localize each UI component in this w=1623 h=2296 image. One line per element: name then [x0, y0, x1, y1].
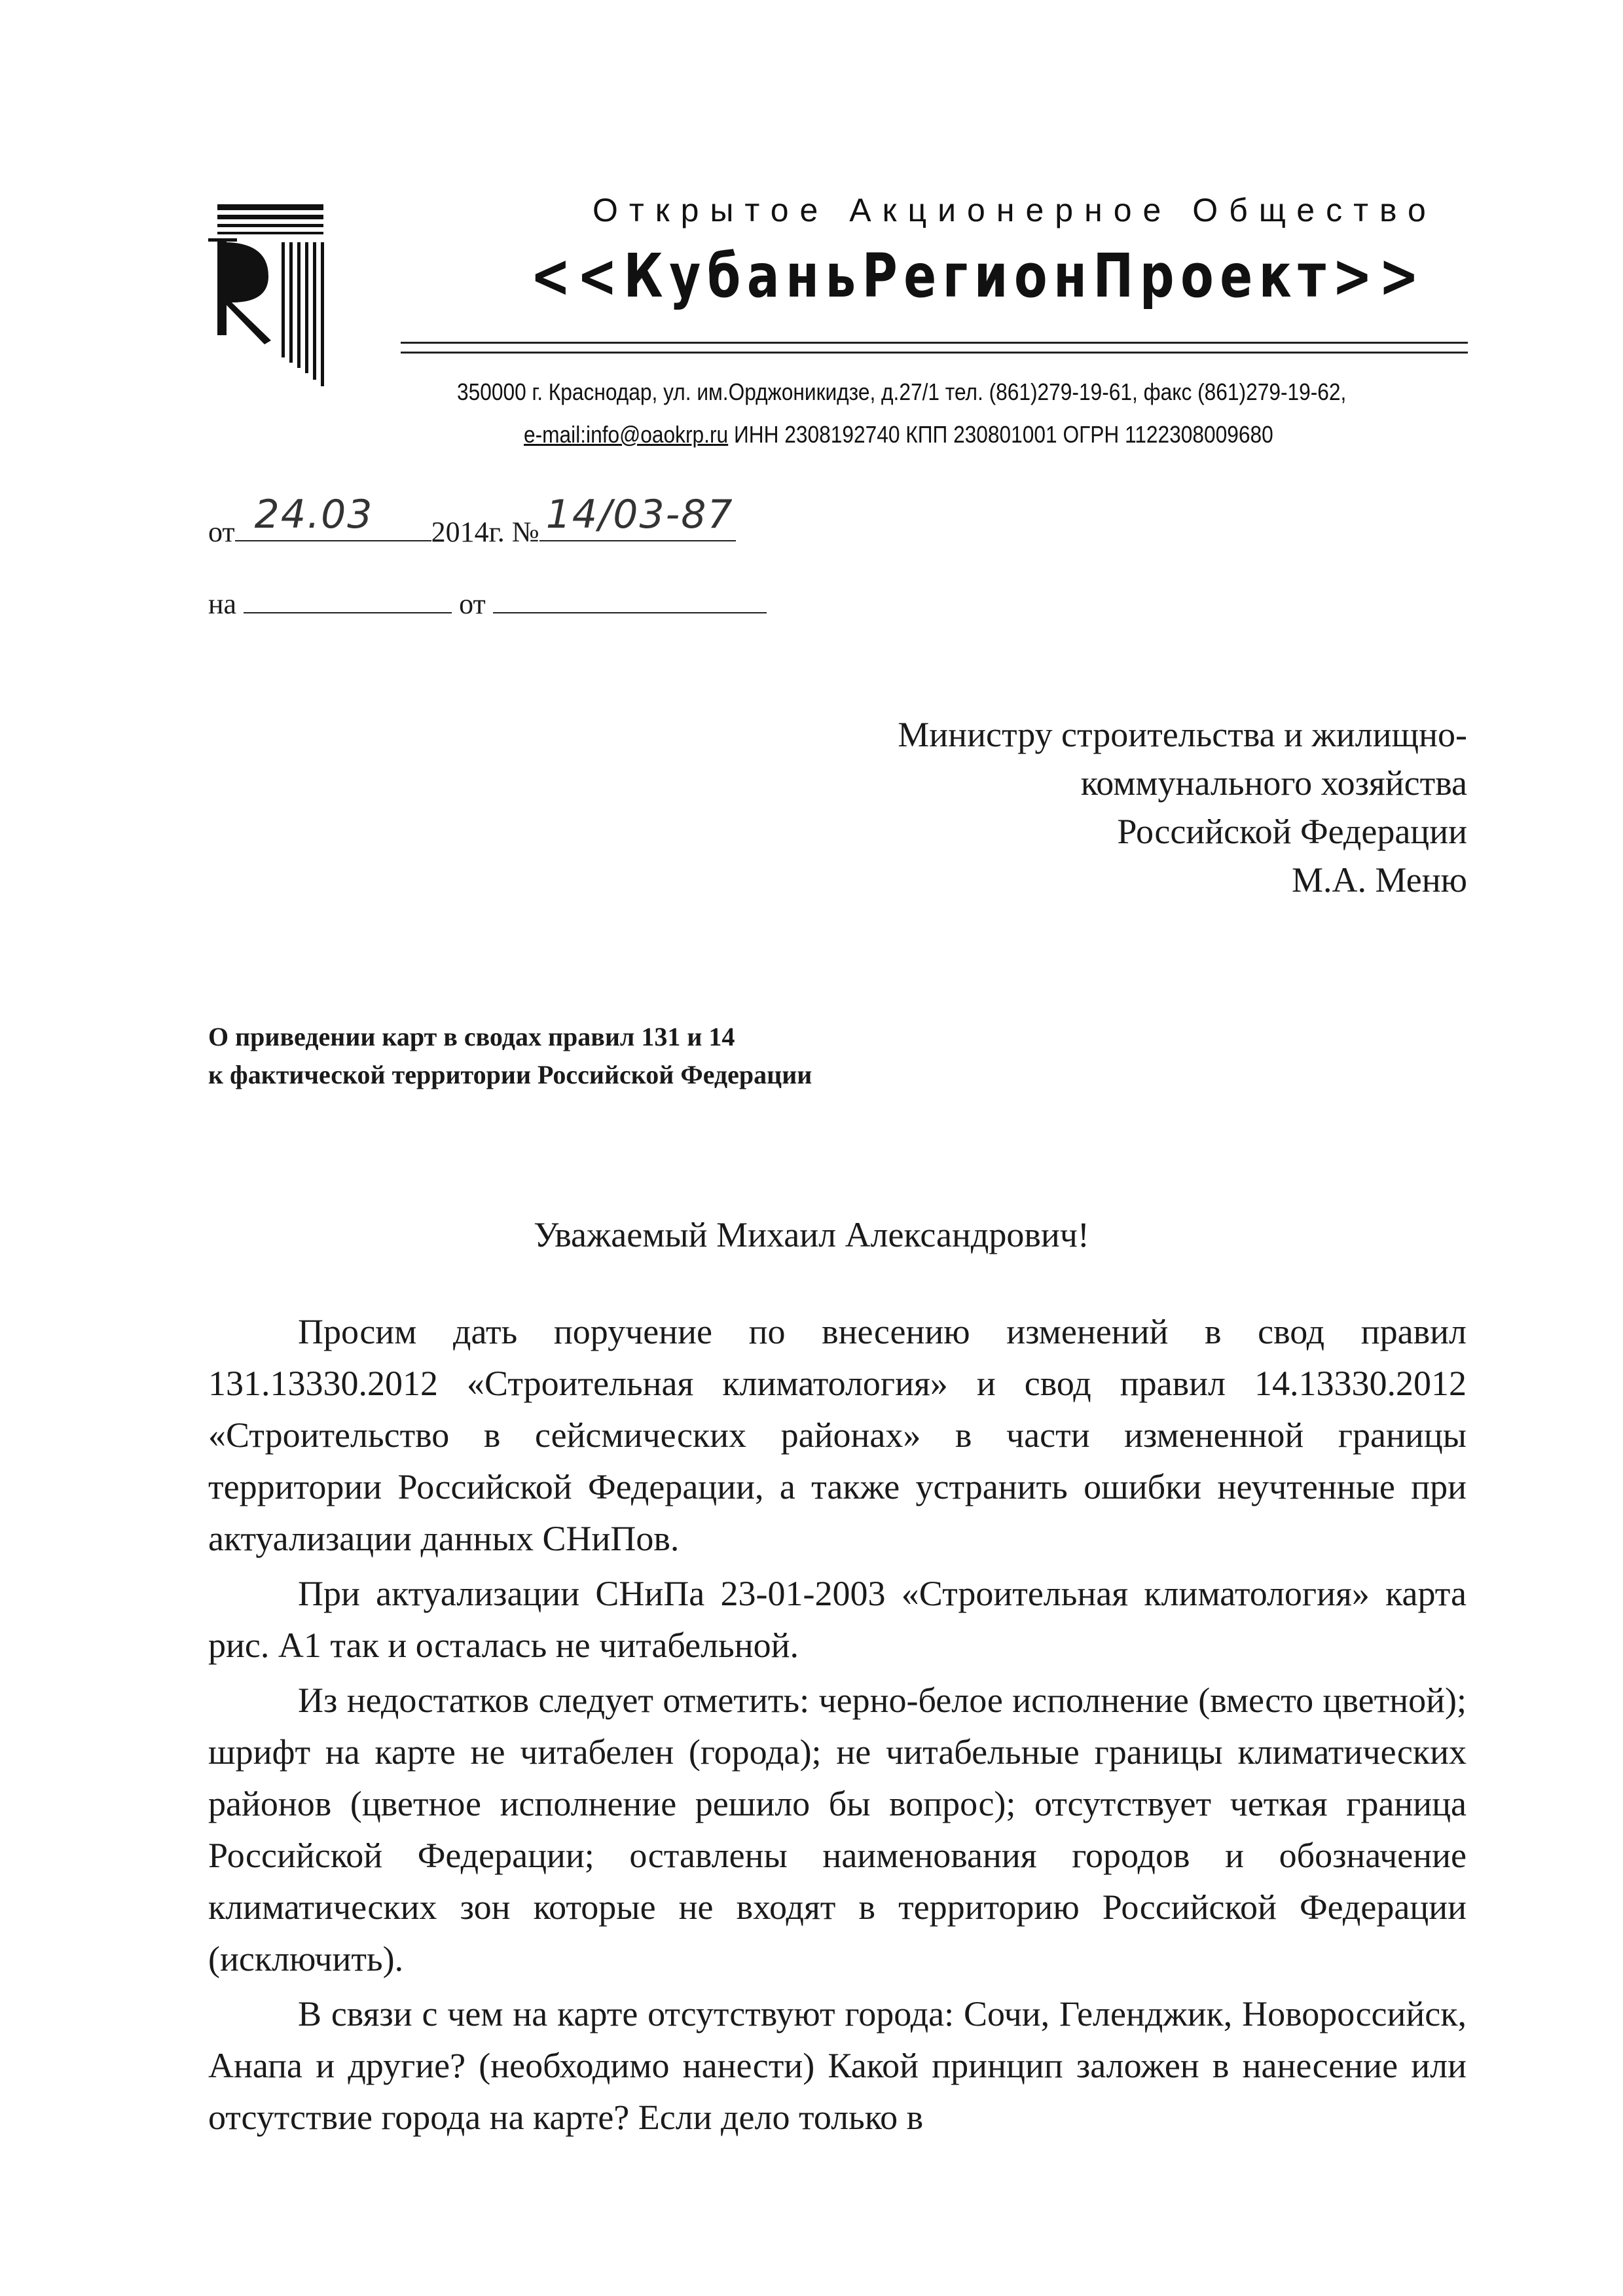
letter-body	[208, 1306, 1467, 2147]
year-number-label: 2014г. №	[431, 516, 539, 548]
org-type: Открытое Акционерное Общество	[593, 192, 1437, 228]
company-logo-icon	[208, 204, 333, 388]
incoming-reference	[208, 586, 767, 621]
from-label-2: от	[459, 588, 486, 620]
company-ids: ИНН 2308192740 КПП 230801001 ОГРН 1122308009680	[733, 421, 1273, 448]
incoming-date-field	[493, 586, 767, 613]
subject-line: к фактической территории Российской Федерации	[208, 1060, 812, 1089]
date-handwritten: 24.03	[254, 492, 374, 538]
addressee-line: Министру строительства и жилищно-	[898, 715, 1467, 754]
header-rule-top	[401, 342, 1468, 344]
subject-block	[208, 1018, 812, 1094]
outgoing-reference	[208, 492, 736, 549]
paragraph: При актуализации СНиПа 23-01-2003 «Строительная климатология» карта рис. А1 так и осталась не читабельной.	[208, 1574, 1467, 1665]
contact-line	[524, 421, 1273, 448]
addressee-line: Российской Федерации	[1117, 812, 1467, 851]
from-label: от	[208, 516, 235, 548]
date-field	[235, 492, 431, 541]
to-label: на	[208, 588, 237, 620]
addressee-block	[898, 710, 1467, 904]
subject-line: О приведении карт в сводах правил 131 и 14	[208, 1022, 735, 1051]
header-rule-bottom	[401, 352, 1468, 354]
address-line: 350000 г. Краснодар, ул. им.Орджоникидзе, д.27/1 тел. (861)279-19-61, факс (861)279-19-62,	[457, 378, 1347, 405]
incoming-number-field	[244, 586, 452, 613]
email-link[interactable]: e-mail:info@oaokrp.ru	[524, 421, 729, 448]
number-field	[539, 492, 736, 541]
addressee-line: М.А. Меню	[1291, 860, 1467, 900]
paragraph: Просим дать поручение по внесению изменений в свод правил 131.13330.2012 «Строительная климатология» и свод правил 14.13330.2012 «Строительство в сейсмических районах» в части измененной границы территории Российской Федерации, а также устранить ошибки неучтенные при актуализации данных СНиПов.	[208, 1312, 1467, 1558]
paragraph: Из недостатков следует отметить: черно-белое исполнение (вместо цветной); шрифт на карте не читабелен (города); не читабельные границы климатических районов (цветное исполнение решило бы вопрос); отсутствует четкая граница Российской Федерации; оставлены наименования городов и обозначение климатических зон которые не входят в территорию Российской Федерации (исключить).	[208, 1681, 1467, 1978]
org-name: <<КубаньРегионПроект>>	[530, 241, 1426, 311]
number-handwritten: 14/03-87	[545, 492, 734, 538]
paragraph: В связи с чем на карте отсутствуют города: Сочи, Геленджик, Новороссийск, Анапа и другие? (необходимо нанести) Какой принцип заложен в нанесение или отсутствие города на карте? Если дело только в	[208, 1994, 1467, 2137]
greeting: Уважаемый Михаил Александрович!	[534, 1215, 1089, 1254]
addressee-line: коммунального хозяйства	[1080, 763, 1467, 803]
